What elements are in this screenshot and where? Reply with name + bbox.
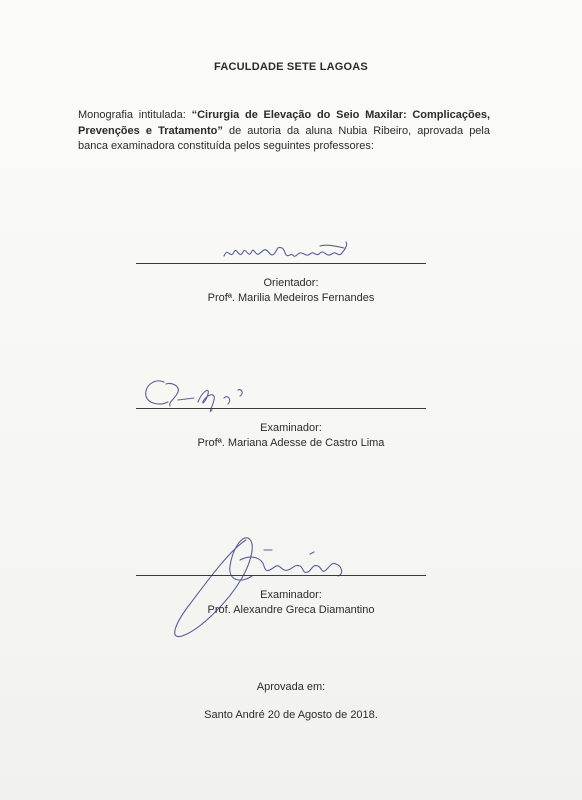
signatory-name: Prof. Alexandre Greca Diamantino — [207, 604, 375, 616]
intro-suffix: de autoria da aluna Nubia Ribeiro, aprovada pela banca examinadora constituída pelos seguintes professores: — [78, 124, 490, 152]
institution-title: FACULDADE SETE LAGOAS — [214, 61, 368, 73]
examiner-2-signature — [160, 520, 360, 650]
signature-line — [136, 263, 426, 264]
signature-line — [136, 575, 426, 576]
place-and-date: Santo André 20 de Agosto de 2018. — [204, 709, 378, 721]
signatory-name: Profª. Marilia Medeiros Fernandes — [207, 292, 375, 304]
approval-label: Aprovada em: — [256, 681, 326, 693]
signatory-role: Examinador: — [260, 589, 322, 601]
examiner-1-signature — [138, 372, 278, 416]
signature-line — [136, 408, 426, 409]
thesis-title: “Cirurgia de Elevação do Seio Maxilar: Complicações, Prevenções e Tratamento” — [78, 109, 491, 137]
signatory-role: Orientador: — [263, 277, 319, 289]
signatory-name: Profª. Mariana Adesse de Castro Lima — [197, 437, 385, 449]
approval-statement — [78, 108, 490, 155]
intro-prefix: Monografia intitulada: — [78, 109, 192, 121]
signatory-role: Examinador: — [260, 422, 322, 434]
